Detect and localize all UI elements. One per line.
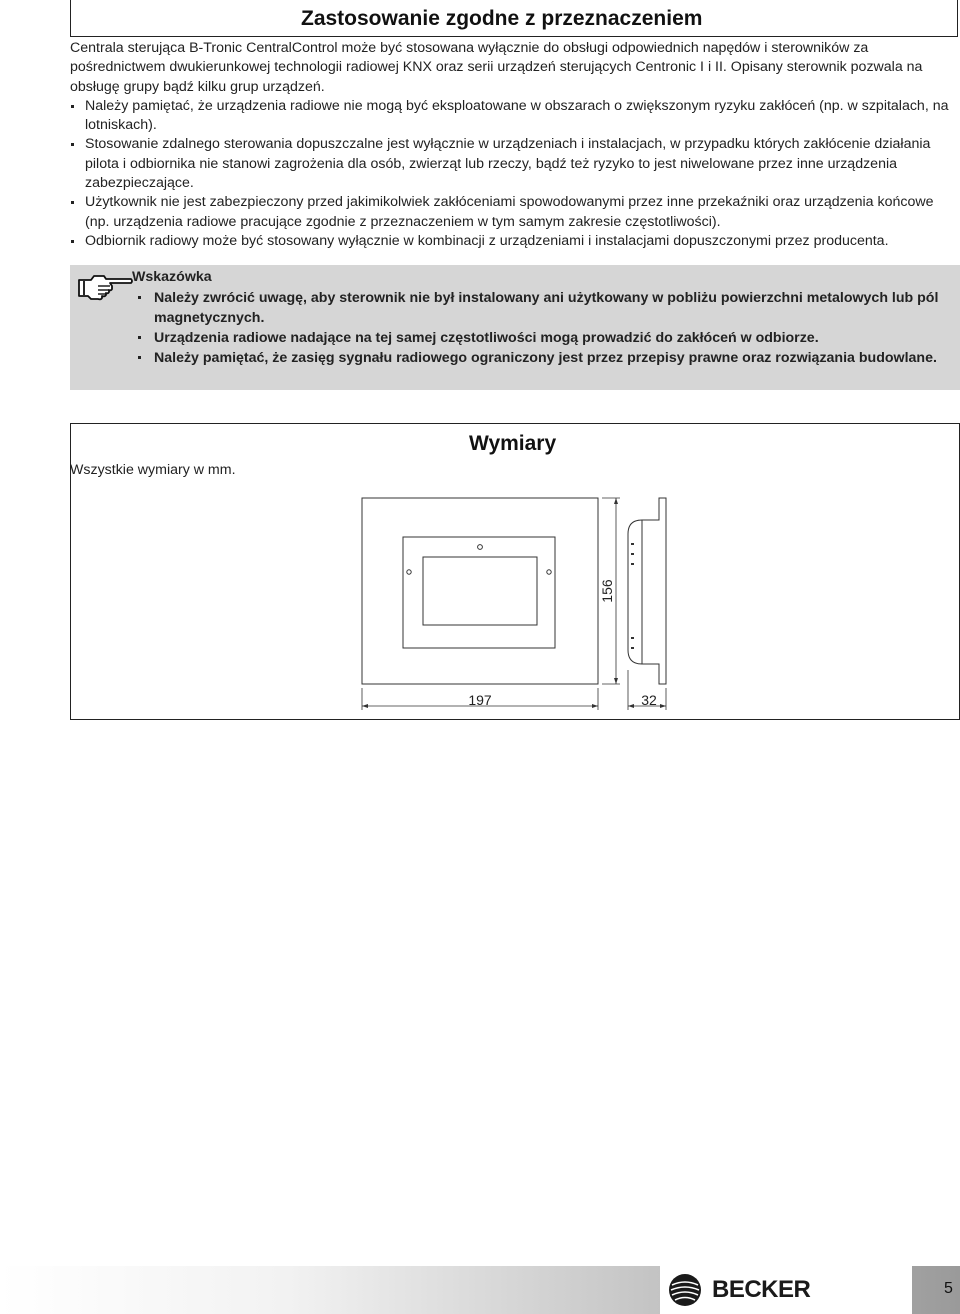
- dimensions-note: Wszystkie wymiary w mm.: [70, 462, 236, 478]
- brand-name: BECKER: [712, 1276, 811, 1303]
- note-item: Należy zwrócić uwagę, aby sterownik nie był instalowany ani użytkowany w pobliżu powierzchni metalowych lub pól magnetycznych.: [138, 288, 958, 328]
- depth-label: 32: [641, 692, 657, 708]
- list-item: Stosowanie zdalnego sterowania dopuszczalne jest wyłącznie w urządzeniach i instalacjach, w przypadku których zakłócenie działania pilota i odbiornika nie stanowi zagrożenia dla osób, zwierząt lub rzeczy, bądź też ryzyko to jest niwelowane przez inne urządzenia zabezpieczające.: [70, 135, 954, 193]
- page-number: 5: [944, 1280, 953, 1297]
- device-frame: [403, 537, 555, 648]
- device-screen: [423, 557, 537, 625]
- note-item: Urządzenia radiowe nadające na tej samej częstotliwości mogą prowadzić do zakłóceń w odbiorze.: [138, 328, 958, 348]
- left-button: [407, 570, 411, 574]
- page-title: Zastosowanie zgodne z przeznaczeniem: [301, 7, 703, 30]
- indicator-led: [478, 545, 483, 550]
- list-item: Odbiornik radiowy może być stosowany wyłącznie w kombinacji z urządzeniami i instalacjami dopuszczonymi przez producenta.: [70, 232, 954, 251]
- device-front-outline: [362, 498, 598, 684]
- list-item: Należy pamiętać, że urządzenia radiowe nie mogą być eksploatowane w obszarach o zwiększonym ryzyku zakłóceń (np. w szpitalach, na lotniskach).: [70, 97, 954, 136]
- list-item: Użytkownik nie jest zabezpieczony przed jakimikolwiek zakłóceniami spowodowanymi przez inne przekaźniki oraz urządzenia końcowe (np. urządzenia radiowe pracujące zgodnie z przeznaczeniem w tym samym zakresie częstotliwości).: [70, 193, 954, 232]
- becker-logo-icon: [668, 1273, 702, 1307]
- vent-slots: [631, 543, 634, 649]
- right-button: [547, 570, 551, 574]
- note-title: Wskazówka: [132, 269, 212, 285]
- dimensions-title: Wymiary: [469, 432, 557, 455]
- dimension-lines: [362, 498, 666, 710]
- intro-paragraph: Centrala sterująca B-Tronic CentralControl może być stosowana wyłącznie do obsługi odpowiednich napędów i sterowników za pośrednictwem dwukierunkowej technologii radiowej KNX oraz serii urządzeń sterujących Centronic I i II. Opisany sterownik pozwala na obsługę grupy bądź kilku grup urządzeń.: [70, 40, 923, 95]
- note-item: Należy pamiętać, że zasięg sygnału radiowego ograniczony jest przez przepisy prawne oraz rozwiązania budowlane.: [138, 348, 958, 368]
- dimension-arrows: [362, 498, 666, 708]
- width-label: 197: [468, 692, 492, 708]
- height-label: 156: [599, 579, 615, 603]
- device-side-outline: [628, 498, 666, 684]
